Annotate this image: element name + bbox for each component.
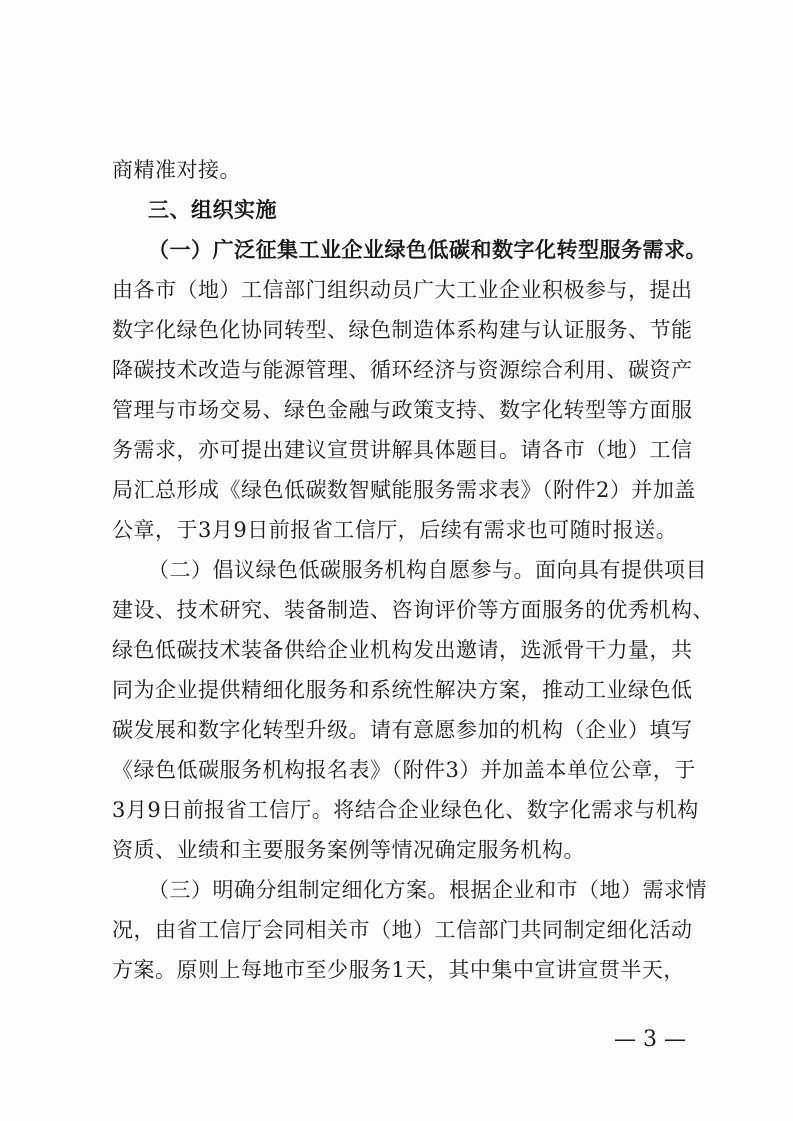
text-line: 同为企业提供精细化服务和系统性解决方案，推动工业绿色低 [112,678,693,702]
text-line: 公章，于3月9日前报省工信厅，后续有需求也可随时报送。 [112,518,678,542]
text-line: 数字化绿色化协同转型、绿色制造体系构建与认证服务、节能 [112,318,693,342]
text-line: 《绿色低碳服务机构报名表》（附件3）并加盖本单位公章，于 [112,758,696,782]
text-line: 方案。原则上每地市至少服务1天，其中集中宣讲宣贯半天， [112,958,685,982]
text-line: 由各市（地）工信部门组织动员广大工业企业积极参与，提出 [112,278,693,302]
subsection-line-2: （二）倡议绿色低碳服务机构自愿参与。面向具有提供项目 [148,558,707,582]
text-line: 资质、业绩和主要服务案例等情况确定服务机构。 [112,838,585,862]
text-line: 管理与市场交易、绿色金融与政策支持、数字化转型等方面服 [112,398,693,422]
text-line: 建设、技术研究、装备制造、咨询评价等方面服务的优秀机构、 [112,598,714,622]
text-line: 商精准对接。 [112,158,241,182]
text-line: 局汇总形成《绿色低碳数智赋能服务需求表》（附件2）并加盖 [112,478,696,502]
text-line: 3月9日前报省工信厅。将结合企业绿色化、数字化需求与机构 [112,798,699,822]
subsection-heading-1: （一）广泛征集工业企业绿色低碳和数字化转型服务需求。 [148,238,707,262]
subsection-line-3: （三）明确分组制定细化方案。根据企业和市（地）需求情 [148,878,707,902]
body-text [112,150,714,990]
section-heading: 三、组织实施 [148,198,277,222]
text-line: 降碳技术改造与能源管理、循环经济与资源综合利用、碳资产 [112,358,693,382]
text-line: 况，由省工信厅会同相关市（地）工信部门共同制定细化活动 [112,918,693,942]
page-number: — 3 — [614,1027,686,1052]
text-line: 碳发展和数字化转型升级。请有意愿参加的机构（企业）填写 [112,718,693,742]
text-line: 务需求，亦可提出建议宣贯讲解具体题目。请各市（地）工信 [112,438,693,462]
text-line: 绿色低碳技术装备供给企业机构发出邀请，选派骨干力量，共 [112,638,693,662]
